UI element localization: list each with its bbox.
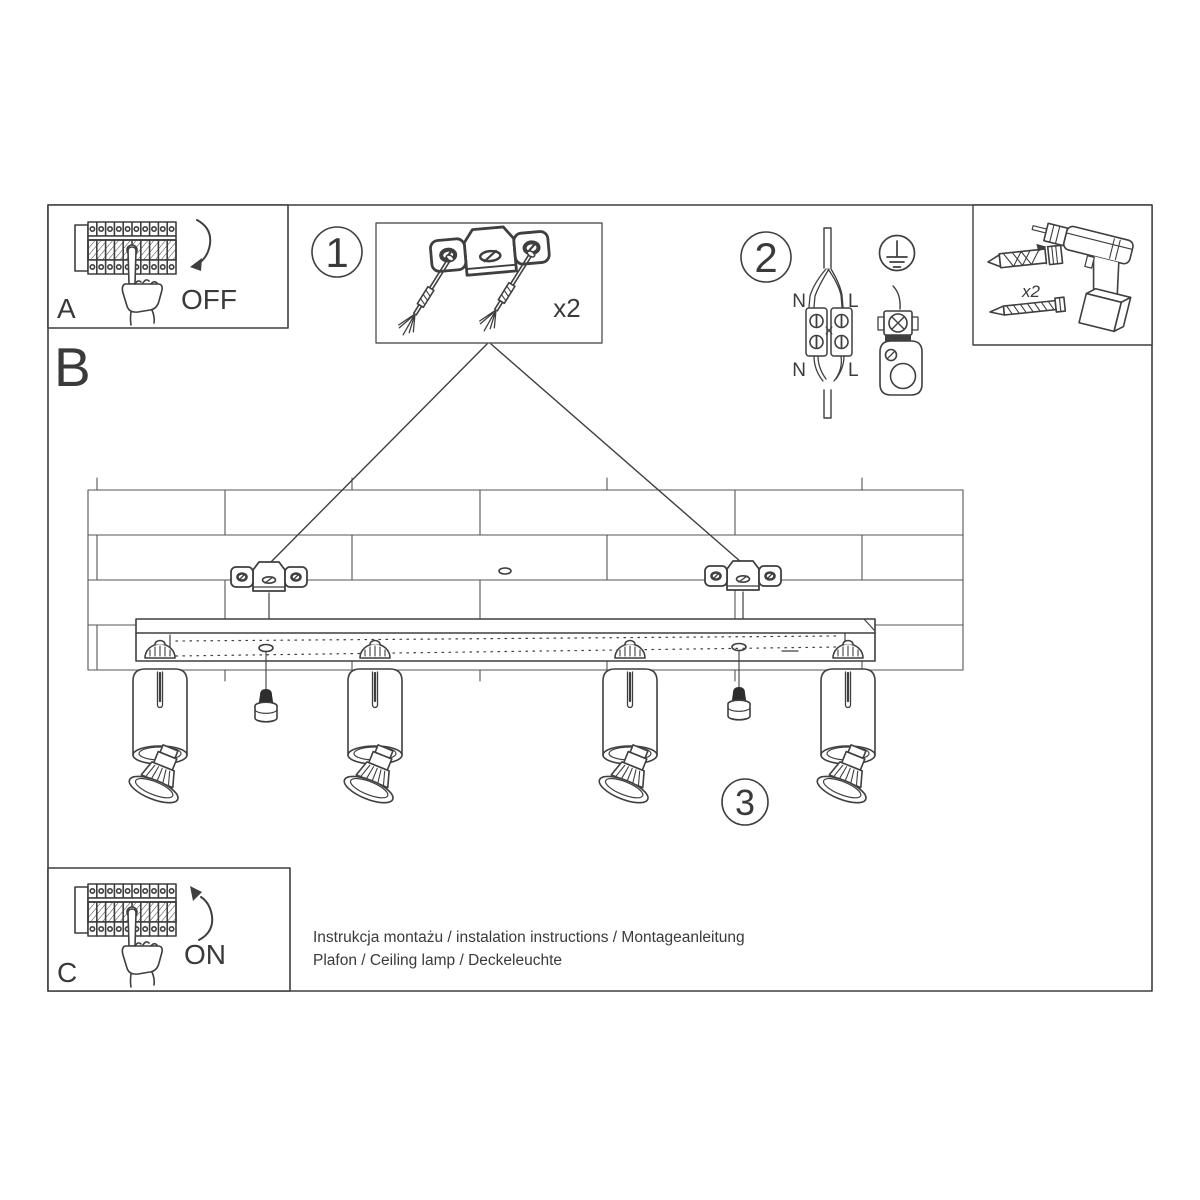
box-c: [48, 868, 290, 991]
label-wire-l-bottom: L: [848, 360, 859, 381]
toolbox-frame: [973, 205, 1152, 345]
label-off: OFF: [181, 284, 237, 315]
label-wire-n-top: N: [792, 291, 806, 312]
footer-product: Plafon / Ceiling lamp / Deckeleuchte: [313, 952, 562, 969]
label-section-a: A: [57, 293, 76, 324]
toolbox: [973, 205, 1152, 345]
label-on: ON: [184, 939, 226, 970]
label-section-b: B: [54, 336, 91, 398]
label-bracket-qty: x2: [553, 293, 581, 323]
label-section-c: C: [57, 957, 78, 988]
mounting-rail: [136, 619, 875, 661]
label-step1: 1: [325, 229, 349, 276]
wall-bracket-right-icon: [705, 561, 781, 590]
label-step3: 3: [734, 782, 756, 823]
footer-instructions: Instrukcja montażu / instalation instructions / Montageanleitung: [313, 929, 745, 946]
label-wire-l-top: L: [848, 291, 859, 312]
wall-bracket-left-icon: [231, 562, 307, 591]
label-step2: 2: [754, 234, 778, 281]
label-wire-n-bottom: N: [792, 360, 806, 381]
box-a: [48, 205, 288, 328]
label-plug-qty: x2: [1022, 282, 1040, 301]
